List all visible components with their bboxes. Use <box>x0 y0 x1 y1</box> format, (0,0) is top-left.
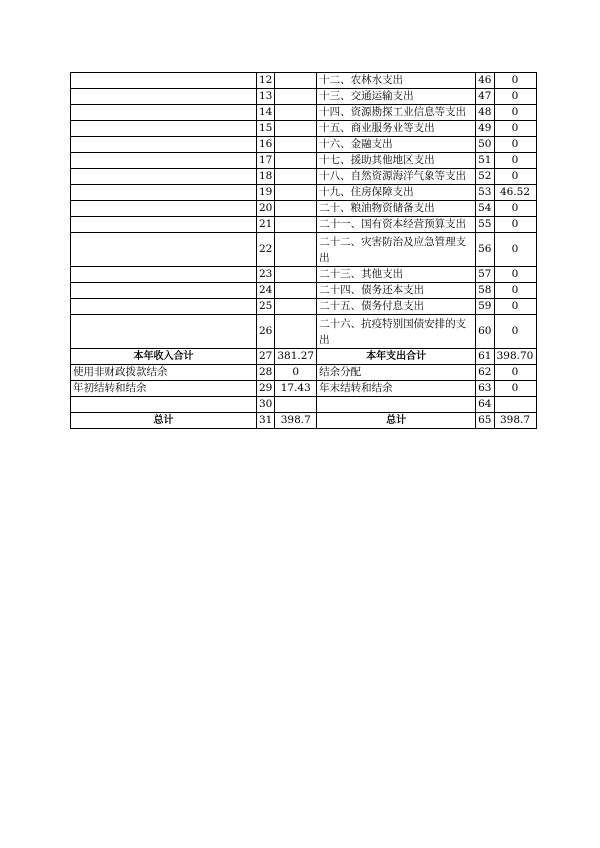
expense-item-cell: 二十六、抗疫特别国债安排的支出 <box>317 315 476 349</box>
income-line-number-cell: 17 <box>257 153 275 169</box>
table-row <box>71 73 537 89</box>
income-item-cell <box>71 89 257 105</box>
income-item-cell: 使用非财政拨款结余 <box>71 365 257 381</box>
expense-amount-cell: 0 <box>494 153 536 169</box>
income-amount-cell <box>275 105 317 121</box>
expense-line-number-cell: 47 <box>476 89 494 105</box>
expense-item-cell: 十六、金融支出 <box>317 137 476 153</box>
income-item-cell: 总计 <box>71 413 257 429</box>
income-line-number-cell: 27 <box>257 349 275 365</box>
income-amount-cell: 17.43 <box>275 381 317 397</box>
expense-amount-cell: 0 <box>494 283 536 299</box>
table-row <box>71 381 537 397</box>
expense-item-cell: 十二、农林水支出 <box>317 73 476 89</box>
income-item-cell <box>71 217 257 233</box>
income-line-number-cell: 21 <box>257 217 275 233</box>
expense-amount-cell: 0 <box>494 137 536 153</box>
income-line-number-cell: 20 <box>257 201 275 217</box>
income-item-cell <box>71 185 257 201</box>
expense-amount-cell: 0 <box>494 233 536 267</box>
expense-line-number-cell: 55 <box>476 217 494 233</box>
expense-item-cell: 年末结转和结余 <box>317 381 476 397</box>
expense-line-number-cell: 49 <box>476 121 494 137</box>
expense-amount-cell: 0 <box>494 73 536 89</box>
expense-amount-cell: 0 <box>494 381 536 397</box>
expense-item-cell: 十四、资源勘探工业信息等支出 <box>317 105 476 121</box>
table-row <box>71 299 537 315</box>
expense-item-cell: 总计 <box>317 413 476 429</box>
expense-line-number-cell: 65 <box>476 413 494 429</box>
expense-amount-cell: 398.7 <box>494 413 536 429</box>
income-item-cell <box>71 267 257 283</box>
income-amount-cell: 381.27 <box>275 349 317 365</box>
expense-line-number-cell: 51 <box>476 153 494 169</box>
expense-item-cell: 十七、援助其他地区支出 <box>317 153 476 169</box>
income-line-number-cell: 19 <box>257 185 275 201</box>
table-row <box>71 169 537 185</box>
expense-line-number-cell: 50 <box>476 137 494 153</box>
expense-line-number-cell: 61 <box>476 349 494 365</box>
table-row <box>71 365 537 381</box>
income-line-number-cell: 24 <box>257 283 275 299</box>
income-amount-cell <box>275 169 317 185</box>
income-amount-cell <box>275 73 317 89</box>
expense-amount-cell: 0 <box>494 217 536 233</box>
expense-item-cell: 二十二、灾害防治及应急管理支出 <box>317 233 476 267</box>
expense-amount-cell: 0 <box>494 89 536 105</box>
expense-line-number-cell: 46 <box>476 73 494 89</box>
income-item-cell <box>71 299 257 315</box>
expense-amount-cell: 0 <box>494 105 536 121</box>
table-row <box>71 185 537 201</box>
expense-item-cell: 二十、粮油物资储备支出 <box>317 201 476 217</box>
expense-amount-cell: 0 <box>494 169 536 185</box>
expense-line-number-cell: 59 <box>476 299 494 315</box>
expense-line-number-cell: 48 <box>476 105 494 121</box>
income-amount-cell <box>275 201 317 217</box>
expense-amount-cell <box>494 397 536 413</box>
income-amount-cell <box>275 299 317 315</box>
expense-amount-cell: 0 <box>494 267 536 283</box>
expense-item-cell: 本年支出合计 <box>317 349 476 365</box>
expense-line-number-cell: 64 <box>476 397 494 413</box>
expense-line-number-cell: 53 <box>476 185 494 201</box>
table-row <box>71 283 537 299</box>
expense-amount-cell: 46.52 <box>494 185 536 201</box>
income-line-number-cell: 25 <box>257 299 275 315</box>
table-row <box>71 267 537 283</box>
table-row <box>71 137 537 153</box>
income-item-cell: 本年收入合计 <box>71 349 257 365</box>
table-row <box>71 315 537 349</box>
table-row <box>71 349 537 365</box>
income-item-cell <box>71 315 257 349</box>
income-amount-cell <box>275 397 317 413</box>
income-item-cell <box>71 283 257 299</box>
income-line-number-cell: 23 <box>257 267 275 283</box>
income-amount-cell <box>275 283 317 299</box>
income-amount-cell <box>275 217 317 233</box>
income-amount-cell <box>275 121 317 137</box>
table-row <box>71 217 537 233</box>
income-line-number-cell: 18 <box>257 169 275 185</box>
expense-amount-cell: 0 <box>494 201 536 217</box>
income-amount-cell <box>275 89 317 105</box>
expense-item-cell: 二十五、债务付息支出 <box>317 299 476 315</box>
income-item-cell: 年初结转和结余 <box>71 381 257 397</box>
expense-line-number-cell: 63 <box>476 381 494 397</box>
expense-line-number-cell: 62 <box>476 365 494 381</box>
income-line-number-cell: 13 <box>257 89 275 105</box>
table-row <box>71 397 537 413</box>
expense-item-cell: 十九、住房保障支出 <box>317 185 476 201</box>
income-line-number-cell: 29 <box>257 381 275 397</box>
expense-amount-cell: 0 <box>494 299 536 315</box>
expense-line-number-cell: 60 <box>476 315 494 349</box>
expense-item-cell: 二十一、国有资本经营预算支出 <box>317 217 476 233</box>
expense-item-cell: 十八、自然资源海洋气象等支出 <box>317 169 476 185</box>
expense-item-cell: 二十四、债务还本支出 <box>317 283 476 299</box>
income-line-number-cell: 12 <box>257 73 275 89</box>
expense-line-number-cell: 58 <box>476 283 494 299</box>
income-amount-cell <box>275 153 317 169</box>
income-item-cell <box>71 73 257 89</box>
expense-line-number-cell: 54 <box>476 201 494 217</box>
expense-amount-cell: 0 <box>494 365 536 381</box>
income-item-cell <box>71 233 257 267</box>
income-item-cell <box>71 397 257 413</box>
income-line-number-cell: 15 <box>257 121 275 137</box>
expense-item-cell: 结余分配 <box>317 365 476 381</box>
table-row <box>71 121 537 137</box>
expense-amount-cell: 0 <box>494 121 536 137</box>
table-row <box>71 105 537 121</box>
income-amount-cell <box>275 267 317 283</box>
expense-amount-cell: 0 <box>494 315 536 349</box>
income-line-number-cell: 16 <box>257 137 275 153</box>
table-row <box>71 233 537 267</box>
income-amount-cell <box>275 185 317 201</box>
income-item-cell <box>71 121 257 137</box>
income-item-cell <box>71 137 257 153</box>
budget-table-body <box>71 73 537 429</box>
expense-line-number-cell: 57 <box>476 267 494 283</box>
expense-item-cell: 二十三、其他支出 <box>317 267 476 283</box>
expense-item-cell: 十五、商业服务业等支出 <box>317 121 476 137</box>
income-amount-cell: 398.7 <box>275 413 317 429</box>
income-line-number-cell: 26 <box>257 315 275 349</box>
expense-item-cell <box>317 397 476 413</box>
table-row <box>71 153 537 169</box>
income-line-number-cell: 22 <box>257 233 275 267</box>
table-row <box>71 89 537 105</box>
table-row <box>71 201 537 217</box>
budget-table <box>70 72 537 429</box>
income-item-cell <box>71 201 257 217</box>
income-line-number-cell: 30 <box>257 397 275 413</box>
expense-item-cell: 十三、交通运输支出 <box>317 89 476 105</box>
income-amount-cell <box>275 233 317 267</box>
expense-line-number-cell: 56 <box>476 233 494 267</box>
expense-amount-cell: 398.70 <box>494 349 536 365</box>
income-line-number-cell: 14 <box>257 105 275 121</box>
income-line-number-cell: 31 <box>257 413 275 429</box>
income-amount-cell: 0 <box>275 365 317 381</box>
income-item-cell <box>71 153 257 169</box>
income-amount-cell <box>275 137 317 153</box>
income-item-cell <box>71 105 257 121</box>
income-amount-cell <box>275 315 317 349</box>
table-row <box>71 413 537 429</box>
income-item-cell <box>71 169 257 185</box>
expense-line-number-cell: 52 <box>476 169 494 185</box>
income-line-number-cell: 28 <box>257 365 275 381</box>
